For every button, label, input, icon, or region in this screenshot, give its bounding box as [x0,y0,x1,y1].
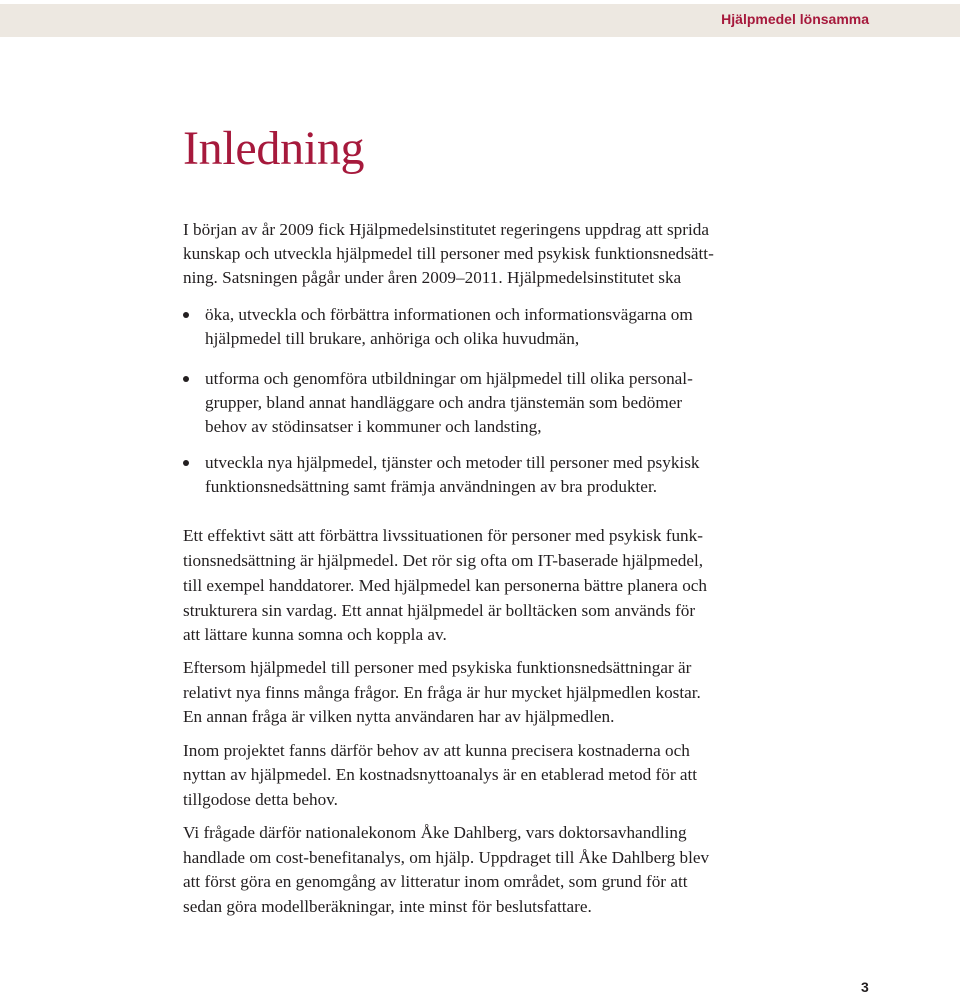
paragraph-line: Inom projektet fanns därför behov av att kunna precisera kostnaderna och [183,741,690,760]
paragraph-line: att lättare kunna somna och koppla av. [183,625,447,644]
paragraph-line: relativt nya finns många frågor. En fråga är hur mycket hjälpmedlen kostar. [183,683,701,702]
intro-line: kunskap och utveckla hjälpmedel till personer med psykisk funktionsnedsätt- [183,244,714,263]
intro-line: I början av år 2009 fick Hjälpmedelsinstitutet regeringens uppdrag att sprida [183,220,709,239]
bullet-line: funktionsnedsättning samt främja användningen av bra produkter. [205,477,658,496]
bullet-line: behov av stödinsatser i kommuner och landsting, [205,417,542,436]
bullet-dot [183,312,189,318]
paragraph-line: nyttan av hjälpmedel. En kostnadsnyttoanalys är en etablerad metod för att [183,765,698,784]
bullet-line: öka, utveckla och förbättra informationen och informationsvägarna om [205,305,693,324]
bullet-dot [183,376,189,382]
paragraph-line: strukturera sin vardag. Ett annat hjälpmedel är bolltäcken som används för [183,601,696,620]
bullet-line: utveckla nya hjälpmedel, tjänster och metoder till personer med psykisk [205,453,700,472]
paragraph-line: Eftersom hjälpmedel till personer med psykiska funktionsnedsättningar är [183,658,692,677]
paragraph-line: sedan göra modellberäkningar, inte minst för beslutsfattare. [183,897,592,916]
running-head: Hjälpmedel lönsamma [721,11,869,27]
paragraph-line: En annan fråga är vilken nytta användaren har av hjälpmedlen. [183,707,615,726]
paragraph-line: handlade om cost-benefitanalys, om hjälp. Uppdraget till Åke Dahlberg blev [183,848,710,867]
bullet-line: utforma och genomföra utbildningar om hjälpmedel till olika personal- [205,369,693,388]
paragraph-line: tillgodose detta behov. [183,790,338,809]
page-title: Inledning [183,122,365,175]
paragraph-line: till exempel handdatorer. Med hjälpmedel kan personerna bättre planera och [183,576,708,595]
bullet-line: hjälpmedel till brukare, anhöriga och olika huvudmän, [205,329,580,348]
intro-line: ning. Satsningen pågår under åren 2009–2011. Hjälpmedelsinstitutet ska [183,268,682,287]
bullet-line: grupper, bland annat handläggare och andra tjänstemän som bedömer [205,393,683,412]
paragraph-line: Ett effektivt sätt att förbättra livssituationen för personer med psykisk funk- [183,526,703,545]
bullet-dot [183,460,189,466]
paragraph-line: Vi frågade därför nationalekonom Åke Dahlberg, vars doktorsavhandling [183,823,687,842]
paragraph-line: tionsnedsättning är hjälpmedel. Det rör sig ofta om IT-baserade hjälpmedel, [183,551,704,570]
paragraph-line: att först göra en genomgång av litteratur inom området, som grund för att [183,872,688,891]
page-number: 3 [861,979,869,995]
